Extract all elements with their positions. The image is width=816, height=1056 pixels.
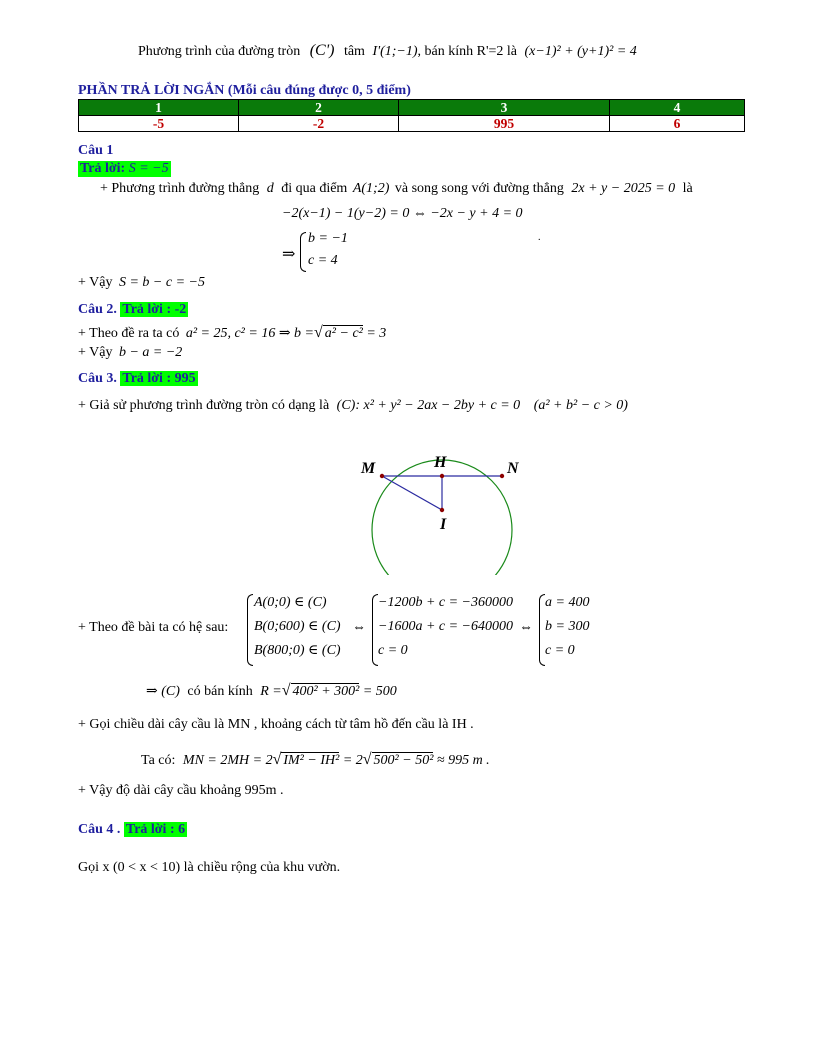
q3-sys1-line-1: A(0;0) ∈ (C) xyxy=(254,595,327,610)
answer-value-3: 995 xyxy=(399,116,610,132)
intro-text: Phương trình của đường tròn xyxy=(138,44,301,59)
q2-heading xyxy=(78,302,188,318)
q3-heading xyxy=(78,371,198,387)
intro-tam: tâm xyxy=(343,44,365,59)
q3-brace-1 xyxy=(247,594,253,666)
q1-line1-mid2: và song song với đường thẳng xyxy=(394,181,564,196)
q3-sys2-line-3: c = 0 xyxy=(378,643,408,658)
segment-mi xyxy=(382,476,442,510)
q1-dot: . xyxy=(538,232,541,243)
q3-title: Câu 3. xyxy=(78,371,117,386)
q3-taco-label: Ta có: xyxy=(141,753,176,768)
q3-taco-sqrt2: 500² − 50² xyxy=(373,753,434,768)
q4-answer: Trả lời : 6 xyxy=(125,822,186,837)
q2-line1-eq1: a² = 25, c² = 16 ⇒ b = xyxy=(185,326,315,341)
intro-equation: (x−1)² + (y+1)² = 4 xyxy=(524,44,637,59)
q3-sys1-line-3: B(800;0) ∈ (C) xyxy=(254,643,341,658)
q1-answer-label: Trả lời: xyxy=(80,161,126,176)
q1-brace xyxy=(300,232,306,272)
q3-line1-eq: (C): x² + y² − 2ax − 2by + c = 0 xyxy=(336,398,521,413)
label-h: H xyxy=(434,454,447,471)
q1-given-line: 2x + y − 2025 = 0 xyxy=(571,181,676,196)
q2-line1-eq2: = 3 xyxy=(366,326,387,341)
point-i xyxy=(440,508,444,512)
label-n: N xyxy=(507,460,519,477)
q3-sys3-line-2: b = 300 xyxy=(545,619,590,634)
q3-bridge-line: + Gọi chiều dài cây cầu là MN , khoảng cách từ tâm hồ đến cầu là IH . xyxy=(78,717,474,732)
q1-sys-line-1: b = −1 xyxy=(308,231,348,246)
q2-line1: + Theo đề ra ta có a² = 25, c² = 16 ⇒ b =√ a² − c² = 3 xyxy=(78,324,387,341)
q3-radius-eq1: R = xyxy=(260,684,282,699)
point-m xyxy=(380,474,384,478)
q1-conclusion-prefix: + Vậy xyxy=(78,275,113,290)
q3-radius-line: ⇒ (C) có bán kính R =√ 400² + 300² = 500 xyxy=(146,682,397,699)
q2-line1-sqrt: a² − c² xyxy=(324,326,363,341)
q1-point: A(1;2) xyxy=(352,181,390,196)
answer-header-2: 2 xyxy=(239,100,399,116)
intro-line xyxy=(138,42,637,60)
q4-title: Câu 4 . xyxy=(78,822,121,837)
q3-taco-line: Ta có: MN = 2MH = 2√ IM² − IH² = 2√ 500² − 50² ≈ 995 m . xyxy=(141,751,490,768)
q3-equiv-1: ⇔ xyxy=(352,620,366,635)
point-n xyxy=(500,474,504,478)
answer-header-4: 4 xyxy=(610,100,745,116)
q3-conclusion: + Vậy độ dài cây cầu khoảng 995m . xyxy=(78,783,284,798)
q3-system-3 xyxy=(545,591,589,663)
q1-answer xyxy=(78,161,171,177)
q3-taco-eq2: = 2 xyxy=(342,753,363,768)
q3-taco-eq1: MN = 2MH = 2 xyxy=(182,753,273,768)
point-h xyxy=(440,474,444,478)
q3-answer: Trả lời : 995 xyxy=(122,371,196,386)
q1-d: d xyxy=(266,181,274,196)
q1-answer-eq: S = −5 xyxy=(128,161,169,176)
q3-system-1 xyxy=(254,591,341,663)
q1-sys-line-2: c = 4 xyxy=(308,253,338,268)
answer-header-3: 3 xyxy=(399,100,610,116)
q2-line2-prefix: + Vậy xyxy=(78,345,113,360)
q1-line1-suffix: là xyxy=(682,181,693,196)
q3-system-2 xyxy=(378,591,513,663)
q3-line1-cond: (a² + b² − c > 0) xyxy=(533,398,628,413)
answer-table-header-row xyxy=(79,100,745,116)
answer-header-1: 1 xyxy=(79,100,239,116)
q1-line1 xyxy=(100,181,693,197)
q3-line1-prefix: + Giả sử phương trình đường tròn có dạng là xyxy=(78,398,330,413)
q1-conclusion xyxy=(78,275,205,291)
q3-system-intro: + Theo đề bài ta có hệ sau: xyxy=(78,620,229,635)
q3-sys2-line-1: −1200b + c = −360000 xyxy=(378,595,514,610)
q3-radius-mid: có bán kính xyxy=(187,684,253,699)
q2-line2 xyxy=(78,345,182,361)
q3-sys1-line-2: B(0;600) ∈ (C) xyxy=(254,619,341,634)
q1-eq-line: −2(x−1) − 1(y−2) = 0 ⇔ −2x − y + 4 = 0 xyxy=(282,206,523,221)
q4-heading xyxy=(78,822,187,838)
answer-value-2: -2 xyxy=(239,116,399,132)
intro-radius-text: , bán kính R'=2 là xyxy=(417,44,518,59)
answer-value-1: -5 xyxy=(79,116,239,132)
q3-radius-sqrt: 400² + 300² xyxy=(292,684,360,699)
circle-figure xyxy=(355,440,535,575)
q2-line1-prefix: + Theo đề ra ta có xyxy=(78,326,180,341)
intro-c-prime: (C') xyxy=(309,42,335,59)
intro-center: I'(1;−1) xyxy=(372,44,418,59)
q3-equiv-2: ⇔ xyxy=(519,620,533,635)
answer-table-value-row xyxy=(79,116,745,132)
q2-answer: Trả lời : -2 xyxy=(122,302,187,317)
q3-taco-sqrt1: IM² − IH² xyxy=(283,753,340,768)
q3-sys2-line-2: −1600a + c = −640000 xyxy=(378,619,514,634)
q3-sys3-line-1: a = 400 xyxy=(545,595,590,610)
q1-line1-prefix: + Phương trình đường thẳng xyxy=(100,181,260,196)
q3-taco-eq3: ≈ 995 m . xyxy=(436,753,490,768)
q1-line1-mid: đi qua điểm xyxy=(281,181,348,196)
answer-table xyxy=(78,99,745,132)
answer-value-4: 6 xyxy=(610,116,745,132)
q1-title: Câu 1 xyxy=(78,143,114,158)
q1-conclusion-eq: S = b − c = −5 xyxy=(118,275,205,290)
section-title: PHẦN TRẢ LỜI NGẮN (Mỗi câu đúng được 0, 5 điểm) xyxy=(78,83,411,98)
q1-system xyxy=(308,228,348,272)
q2-line2-eq: b − a = −2 xyxy=(118,345,183,360)
q3-radius-eq2: = 500 xyxy=(362,684,397,699)
q3-sys3-line-3: c = 0 xyxy=(545,643,575,658)
label-m: M xyxy=(361,460,376,477)
q3-line1 xyxy=(78,398,628,414)
q3-radius-prefix: ⇒ (C) xyxy=(146,684,180,699)
q1-implies: ⇒ xyxy=(282,246,296,263)
q4-line1: Gọi x (0 < x < 10) là chiều rộng của khu vườn. xyxy=(78,860,341,875)
q2-title: Câu 2. xyxy=(78,302,117,317)
label-i: I xyxy=(440,516,447,533)
